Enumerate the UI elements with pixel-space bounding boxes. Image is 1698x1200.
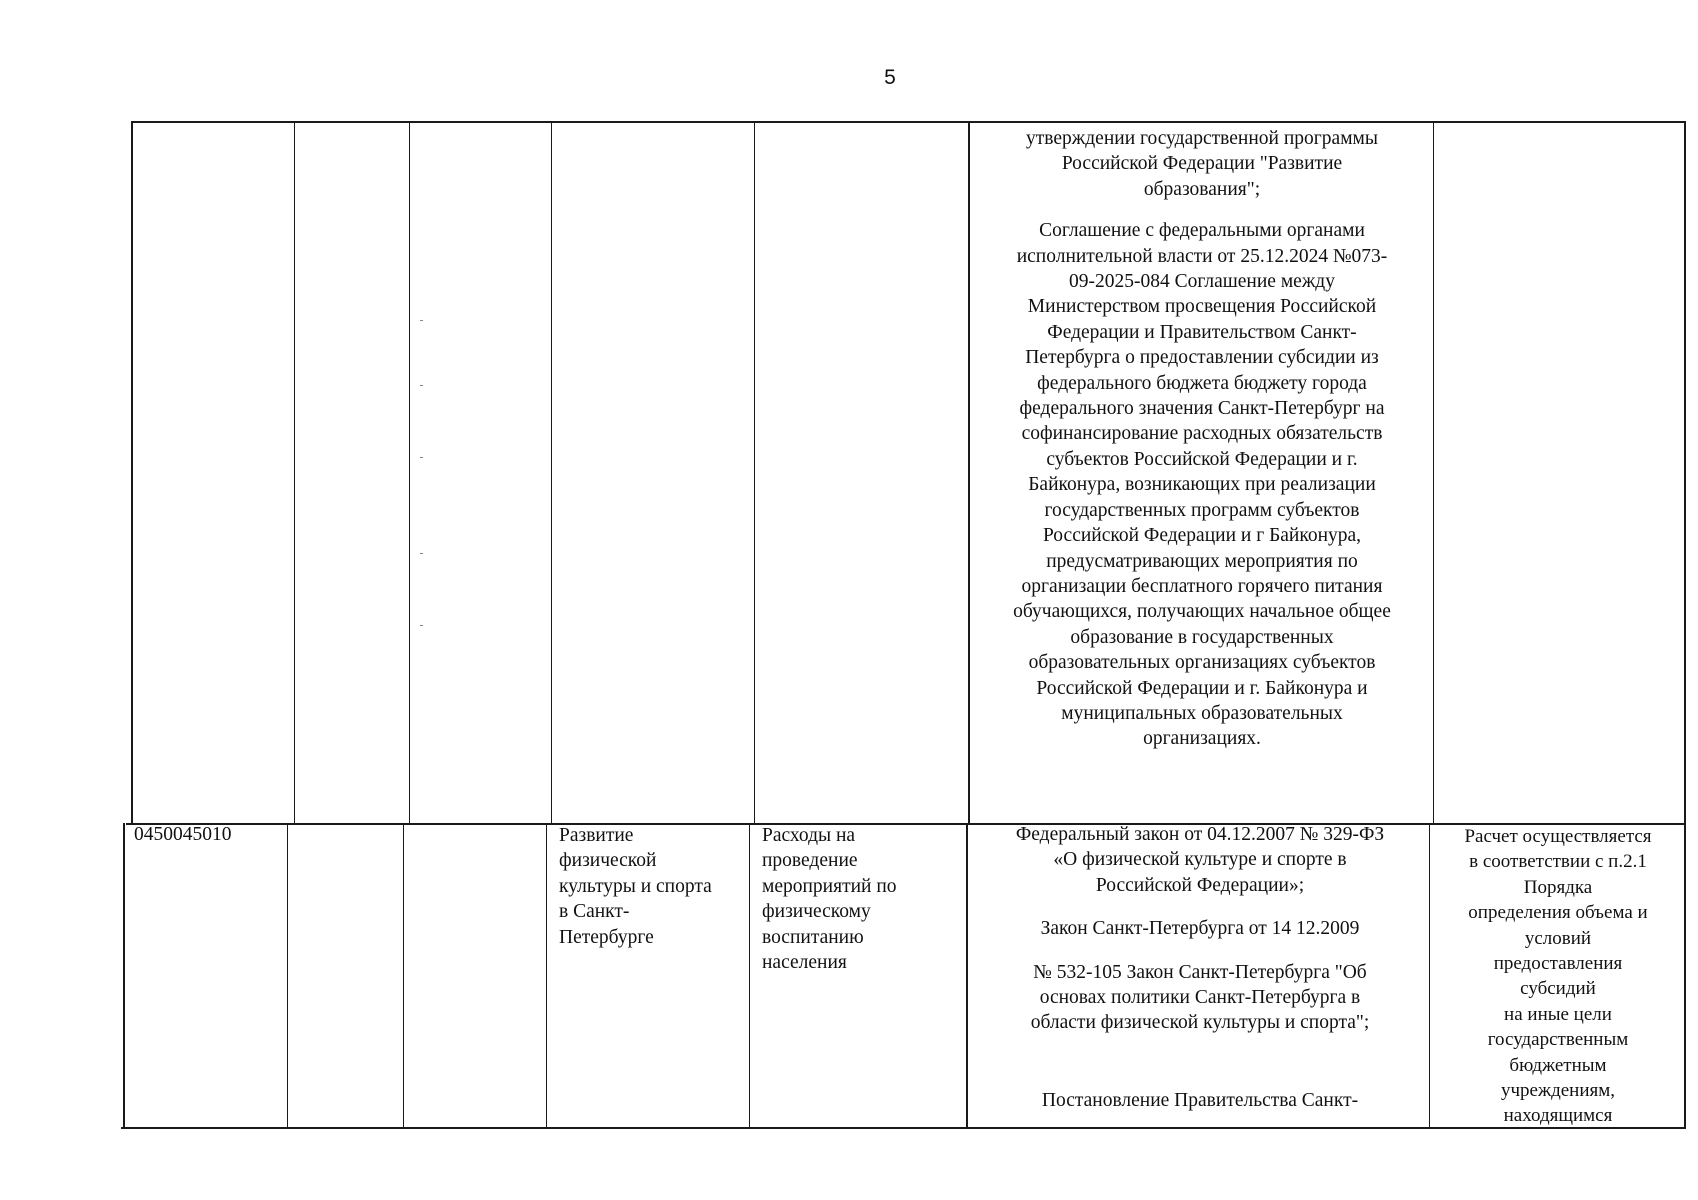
legal-basis-cell — [972, 822, 1428, 1113]
column-line-5 — [754, 121, 755, 824]
program-cell — [559, 823, 747, 950]
column-line-8 — [1684, 121, 1686, 1128]
scan-speck — [420, 457, 423, 458]
budget-code: 0450045010 — [134, 824, 232, 845]
calculation-method-cell — [1433, 824, 1683, 1129]
scan-speck — [420, 320, 423, 321]
legal-basis-paragraph: Постановление Правительства Санкт- — [1041, 1089, 1359, 1111]
column-line-4 — [551, 121, 552, 824]
code-cell — [134, 822, 284, 847]
legal-basis-cell-continued — [972, 126, 1432, 752]
scan-speck — [420, 553, 423, 554]
legal-basis-paragraph: Закон Санкт-Петербурга от 14 12.2009 — [1040, 918, 1360, 940]
column-line-3b — [403, 823, 404, 1128]
scan-speck — [420, 385, 423, 386]
legal-basis-paragraph: Соглашение с федеральными органами исполнительной власти от 25.12.2024 №073- 09-2025-084 Соглашение между Министерством просвещения Российской Федерации и Правительством Санкт- Петербурга о предоставлении субсидии из федерального бюджета бюджету города федерального значения Санкт-Петербург на софинансирование расходных обязательств субъектов Российской Федерации и г. Байконура, возникающих при реализации государственных программ субъектов Российской Федерации и г Байконура, предусматривающих мероприятия по организации бесплатного горячего питания обучающихся, получающих начальное общее образование в государственных образовательных организациях субъектов Российской Федерации и г. Байконура и муниципальных образовательных организациях. — [1013, 220, 1391, 750]
column-line-3 — [409, 121, 410, 824]
column-line-1 — [131, 121, 133, 824]
scan-speck — [420, 625, 423, 626]
table-top-border — [132, 121, 1686, 123]
legal-basis-paragraph: № 532-105 Закон Санкт-Петербурга "Об основах политики Санкт-Петербурга в области физической культуры и спорта"; — [1030, 961, 1370, 1034]
column-line-5b — [749, 823, 750, 1128]
column-line-6 — [968, 121, 970, 824]
column-line-7b — [1429, 823, 1430, 1128]
column-line-2b — [287, 823, 288, 1128]
legal-basis-paragraph: утверждении государственной программы Российской Федерации "Развитие образования"; — [1026, 128, 1378, 200]
column-line-4b — [546, 823, 547, 1128]
column-line-1b — [123, 823, 125, 1128]
column-line-6b — [966, 823, 968, 1128]
expense-purpose: Расходы на проведение мероприятий по физическому воспитанию населения — [762, 825, 897, 974]
page-number: 5 — [884, 66, 896, 89]
calculation-method: Расчет осуществляется в соответствии с п.2.1 Порядка определения объема и условий предоставления субсидий на иные цели государственным бюджетным учреждениям, находящимся — [1464, 826, 1652, 1127]
column-line-7 — [1433, 121, 1434, 824]
program-name: Развитие физической культуры и спорта в Санкт- Петербурге — [559, 825, 712, 948]
column-line-2 — [294, 121, 295, 824]
expense-purpose-cell — [762, 823, 962, 975]
legal-basis-paragraph: Федеральный закон от 04.12.2007 № 329-ФЗ «О физической культуре и спорте в Российской Федерации»; — [1015, 824, 1385, 896]
